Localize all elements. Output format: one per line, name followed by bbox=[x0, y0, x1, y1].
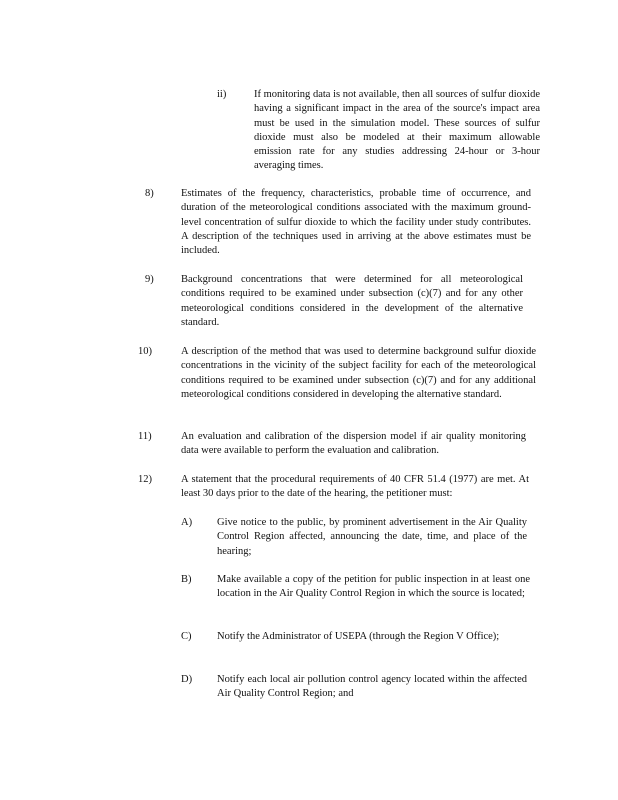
item-label: A) bbox=[181, 517, 193, 528]
item-label: B) bbox=[181, 574, 192, 585]
item-text: Background concentrations that were determined for all meteorological conditions required to be examined under subsection (c)(7) and for any other meteorological conditions considered in the development of the alternative standard. bbox=[181, 274, 523, 328]
item-text: Make available a copy of the petition for public inspection in at least one location in the Air Quality Control Region in which the source is located; bbox=[217, 574, 530, 600]
item-text: Estimates of the frequency, characteristics, probable time of occurrence, and duration of the meteorological conditions associated with the maximum ground-level concentration of sulfur dioxide to which the facility under study contributes. A description of the techniques used in arriving at the above estimates must be included. bbox=[181, 188, 531, 257]
item-label: C) bbox=[181, 631, 192, 642]
item-label: 8) bbox=[145, 188, 154, 199]
item-text: A statement that the procedural requirements of 40 CFR 51.4 (1977) are met. At least 30 days prior to the date of the hearing, the petitioner must: bbox=[181, 474, 529, 500]
item-label: 12) bbox=[138, 474, 152, 485]
item-label: ii) bbox=[217, 89, 227, 100]
item-text: Give notice to the public, by prominent advertisement in the Air Quality Control Region affected, announcing the date, time, and place of the hearing; bbox=[217, 517, 527, 557]
item-label: D) bbox=[181, 674, 193, 685]
item-label: 9) bbox=[145, 274, 154, 285]
item-label: 11) bbox=[138, 431, 152, 442]
item-text: Notify the Administrator of USEPA (through the Region V Office); bbox=[217, 631, 500, 642]
item-label: 10) bbox=[138, 346, 152, 357]
item-text: A description of the method that was used to determine background sulfur dioxide concentrations in the vicinity of the subject facility for each of the meteorological conditions required to be examined under subsection (c)(7) and for any additional meteorological conditions considered in developing the alternative standard. bbox=[181, 346, 536, 400]
item-text: An evaluation and calibration of the dispersion model if air quality monitoring data were available to perform the evaluation and calibration. bbox=[181, 431, 526, 457]
item-text: If monitoring data is not available, then all sources of sulfur dioxide having a significant impact in the area of the source's impact area must be used in the simulation model. These sources of sulfur dioxide must also be modeled at their maximum allowable emission rate for any studies addressing 24-hour or 3-hour averaging times. bbox=[254, 89, 540, 172]
item-text: Notify each local air pollution control agency located within the affected Air Quality Control Region; and bbox=[217, 674, 527, 700]
